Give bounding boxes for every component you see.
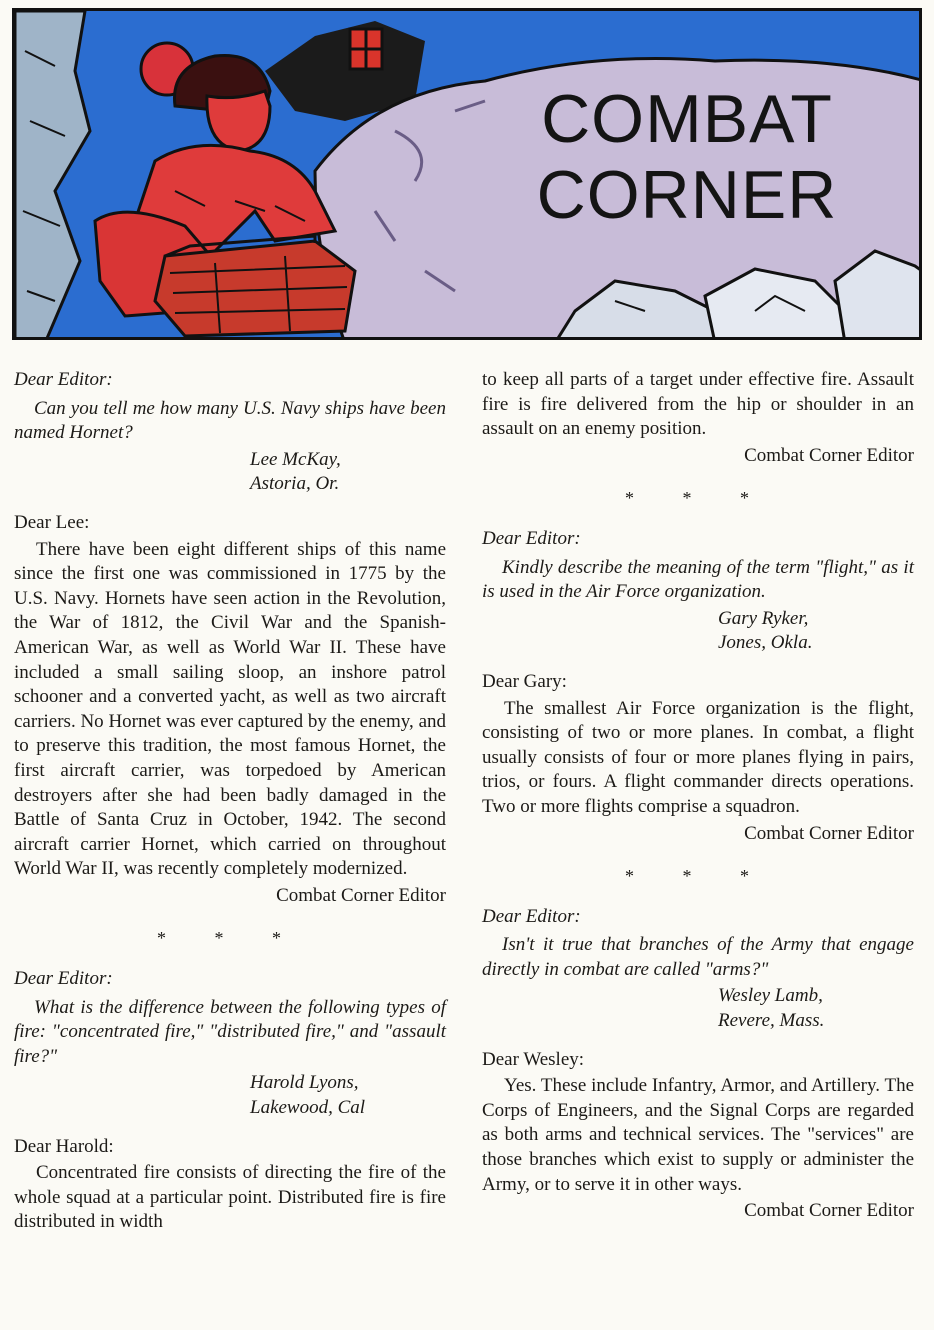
reply-salutation: Dear Wesley: — [482, 1048, 585, 1070]
signer-place: Jones, Okla. — [718, 632, 813, 654]
letter-signer — [718, 607, 914, 656]
reply-salutation: Dear Harold: — [14, 1135, 114, 1157]
title-line-2: CORNER — [536, 157, 838, 233]
editor-signature: Combat Corner Editor — [276, 884, 446, 906]
section-separator: * * * — [625, 866, 771, 887]
right-column — [482, 368, 914, 1224]
letter-question: Isn't it true that branches of the Army that engage directly in combat are called "arms?" — [482, 934, 914, 980]
signer-place: Astoria, Or. — [250, 473, 340, 495]
reply-answer: Concentrated fire consists of directing the fire of the whole squad at a particular point. Distributed fire is fire distributed in width — [14, 1162, 446, 1233]
letter-signer — [250, 448, 446, 497]
letter-salutation: Dear Editor: — [482, 527, 581, 549]
signer-name: Lee McKay, — [250, 448, 341, 470]
signer-name: Harold Lyons, — [250, 1072, 359, 1094]
title-line-1: COMBAT — [541, 81, 833, 157]
reply-salutation: Dear Lee: — [14, 511, 90, 533]
signer-name: Gary Ryker, — [718, 607, 809, 629]
letter-question: Kindly describe the meaning of the term "flight," as it is used in the Air Force organization. — [482, 556, 914, 603]
header-illustration — [12, 8, 922, 340]
letter-question: Can you tell me how many U.S. Navy ships have been named Hornet? — [14, 397, 446, 444]
left-column — [14, 368, 446, 1235]
signer-place: Revere, Mass. — [718, 1010, 825, 1032]
reply-answer: The smallest Air Force organization is the flight, consisting of two or more planes. In combat, a flight usually consists of four or more planes flying in pairs, trios, or fours. A flight commander directs operations. Two or more flights comprise a squadron. — [482, 697, 914, 817]
page-title — [507, 81, 867, 233]
editor-signature: Combat Corner Editor — [744, 1200, 914, 1222]
letter-question: What is the difference between the following types of fire: "concentrated fire," "distributed fire," and "assault fire?" — [14, 996, 446, 1067]
section-separator: * * * — [157, 928, 303, 949]
editor-signature: Combat Corner Editor — [744, 444, 914, 466]
signer-name: Wesley Lamb, — [718, 985, 823, 1007]
letter-signer — [718, 984, 914, 1033]
reply-answer: There have been eight different ships of this name since the first one was commissioned in 1775 by the U.S. Navy. Hornets have seen action in the Revolution, the War of 1812, the Civil War and the Spanish-American War, as well as World War II. These have included a small sailing sloop, an inshore patrol schooner and a converted yacht, as well as two aircraft carriers. No Hornet was ever captured by the enemy, and to preserve this tradition, the most famous Hornet, the first aircraft carrier, was torpedoed by American destroyers after she had been badly damaged in the Battle of Santa Cruz in October, 1942. The second aircraft carrier Hornet, which carried on throughout World War II, was recently completely modernized. — [14, 538, 446, 880]
letter-salutation: Dear Editor: — [482, 905, 581, 927]
reply-answer: Yes. These include Infantry, Armor, and Artillery. The Corps of Engineers, and the Signal Corps are regarded as both arms and technical services. The "services" are those branches which exist to supply or administer the Army, or to serve it in other ways. — [482, 1075, 914, 1195]
letter-salutation: Dear Editor: — [14, 968, 113, 990]
letter-salutation: Dear Editor: — [14, 369, 113, 390]
editor-signature: Combat Corner Editor — [744, 822, 914, 844]
reply-answer-continued: to keep all parts of a target under effective fire. Assault fire is fire delivered from the hip or shoulder in an assault on an enemy position. — [482, 369, 914, 440]
signer-place: Lakewood, Cal — [250, 1097, 366, 1119]
section-separator: * * * — [625, 488, 771, 509]
reply-salutation: Dear Gary: — [482, 670, 567, 692]
letter-signer — [250, 1071, 446, 1120]
